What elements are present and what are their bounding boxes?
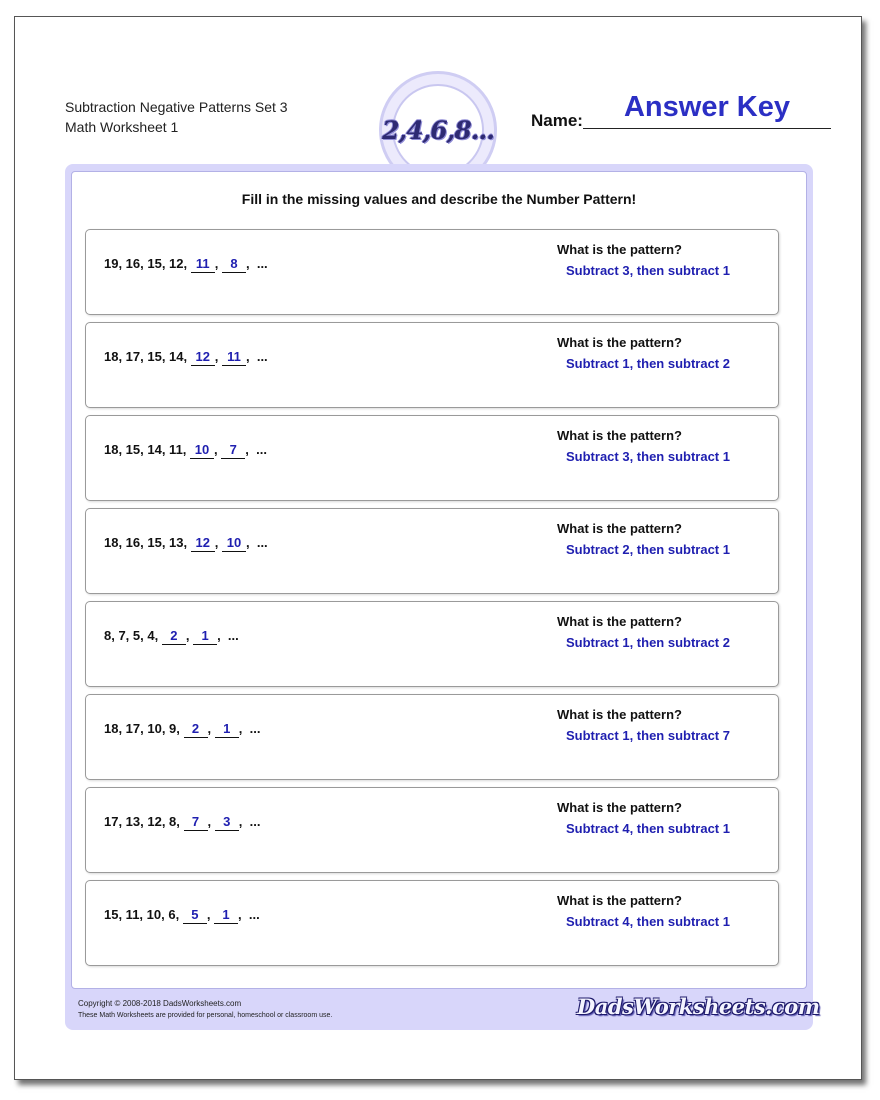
footer: [65, 991, 820, 1030]
answer-blank: 2: [184, 721, 208, 738]
answer-blank: 11: [191, 256, 215, 273]
sequence-terms: 8, 7, 5, 4,: [104, 628, 159, 643]
pattern-question: What is the pattern?: [557, 335, 682, 350]
answer-blank: 7: [184, 814, 208, 831]
pattern-answer: Subtract 2, then subtract 1: [566, 542, 730, 557]
dadsworksheets-logo: DadsWorksheets.com: [577, 994, 820, 1019]
sequence-terms: 18, 16, 15, 13,: [104, 535, 188, 550]
pattern-badge-text: 2,4,6,8...: [382, 115, 494, 145]
instructions: Fill in the missing values and describe the Number Pattern!: [241, 191, 637, 207]
sequence: 15, 11, 10, 6, 5 , 1 , ...: [104, 907, 260, 922]
name-label: Name:: [531, 111, 583, 130]
pattern-question: What is the pattern?: [557, 707, 682, 722]
sequence-terms: 18, 17, 10, 9,: [104, 721, 180, 736]
sequence-terms: 19, 16, 15, 12,: [104, 256, 188, 271]
answer-blank: 8: [222, 256, 246, 273]
problem-row: [85, 229, 779, 315]
pattern-answer: Subtract 3, then subtract 1: [566, 449, 730, 464]
ellipsis: ...: [256, 256, 268, 271]
usage-notice: These Math Worksheets are provided for personal, homeschool or classroom use.: [78, 1012, 333, 1019]
sequence: 18, 17, 15, 14, 12 , 11 , ...: [104, 349, 268, 364]
ellipsis: ...: [256, 535, 268, 550]
answer-blank: 12: [191, 535, 215, 552]
pattern-question: What is the pattern?: [557, 800, 682, 815]
pattern-question: What is the pattern?: [557, 893, 682, 908]
sequence: 18, 15, 14, 11, 10 , 7 , ...: [104, 442, 267, 457]
sequence-terms: 18, 17, 15, 14,: [104, 349, 188, 364]
ellipsis: ...: [256, 349, 268, 364]
pattern-badge-inner: [382, 84, 494, 176]
problem-row: [85, 787, 779, 873]
name-line: [583, 128, 831, 129]
answer-blank: 1: [215, 721, 239, 738]
pattern-question: What is the pattern?: [557, 614, 682, 629]
answer-blank: 2: [162, 628, 186, 645]
problem-row: [85, 880, 779, 966]
ellipsis: ...: [256, 442, 267, 457]
ellipsis: ...: [249, 814, 261, 829]
pattern-answer: Subtract 1, then subtract 2: [566, 356, 730, 371]
pattern-answer: Subtract 1, then subtract 2: [566, 635, 730, 650]
worksheet-title: Subtraction Negative Patterns Set 3: [65, 99, 288, 115]
pattern-answer: Subtract 4, then subtract 1: [566, 914, 730, 929]
problems-panel-inner: [71, 171, 807, 989]
problem-row: [85, 322, 779, 408]
answer-blank: 1: [214, 907, 238, 924]
answer-blank: 7: [221, 442, 245, 459]
sequence-terms: 15, 11, 10, 6,: [104, 907, 180, 922]
answer-blank: 3: [215, 814, 239, 831]
ellipsis: ...: [249, 721, 261, 736]
pattern-answer: Subtract 1, then subtract 7: [566, 728, 730, 743]
answer-blank: 10: [190, 442, 214, 459]
answer-blank: 12: [191, 349, 215, 366]
problem-row: [85, 508, 779, 594]
answer-key-title: Answer Key: [623, 91, 790, 123]
worksheet-subtitle: Math Worksheet 1: [65, 119, 179, 135]
sequence-terms: 18, 15, 14, 11,: [104, 442, 187, 457]
sequence: 18, 16, 15, 13, 12 , 10 , ...: [104, 535, 268, 550]
pattern-question: What is the pattern?: [557, 521, 682, 536]
pattern-question: What is the pattern?: [557, 428, 682, 443]
sequence: 17, 13, 12, 8, 7 , 3 , ...: [104, 814, 261, 829]
pattern-question: What is the pattern?: [557, 242, 682, 257]
pattern-answer: Subtract 3, then subtract 1: [566, 263, 730, 278]
sequence: 18, 17, 10, 9, 2 , 1 , ...: [104, 721, 261, 736]
problems-panel: [65, 164, 820, 1030]
pattern-answer: Subtract 4, then subtract 1: [566, 821, 730, 836]
copyright-text: Copyright © 2008-2018 DadsWorksheets.com: [78, 999, 242, 1008]
problem-row: [85, 694, 779, 780]
answer-blank: 5: [183, 907, 207, 924]
answer-blank: 11: [222, 349, 246, 366]
ellipsis: ...: [248, 907, 260, 922]
answer-blank: 1: [193, 628, 217, 645]
answer-blank: 10: [222, 535, 246, 552]
problem-row: [85, 601, 779, 687]
ellipsis: ...: [227, 628, 239, 643]
sequence: 8, 7, 5, 4, 2 , 1 , ...: [104, 628, 239, 643]
sequence: 19, 16, 15, 12, 11 , 8 , ...: [104, 256, 268, 271]
worksheet-page: [14, 16, 862, 1080]
sequence-terms: 17, 13, 12, 8,: [104, 814, 180, 829]
problem-row: [85, 415, 779, 501]
